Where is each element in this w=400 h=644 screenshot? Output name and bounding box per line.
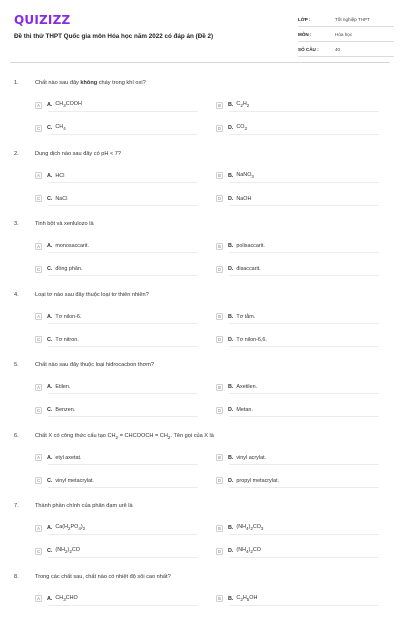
option-letter: A. <box>47 595 53 602</box>
option-checkbox[interactable]: B <box>216 454 223 461</box>
option-letter: C. <box>47 477 53 484</box>
question-text: Tinh bột và xenlulozo là <box>35 221 94 227</box>
option-text: $C_2H_2$ <box>236 101 250 109</box>
question-item <box>0 80 400 150</box>
option-underline <box>229 111 379 112</box>
option-letter: A. <box>47 172 53 179</box>
option-checkbox[interactable]: A <box>35 102 42 109</box>
option-text: Benzen. <box>55 407 76 413</box>
option-text: NaOH <box>236 195 252 202</box>
option-text: polisaccarit. <box>236 243 265 249</box>
option-letter: B. <box>228 525 234 531</box>
question-text: Trong các chất sau, chất nào có nhiệt độ sôi cao nhất? <box>35 573 171 580</box>
option-text: $Ca(H_2PO_4)_2$ <box>55 524 86 532</box>
answer-option[interactable] <box>216 404 356 416</box>
quizizz-logo[interactable]: QUIZIZZ <box>14 13 71 27</box>
answer-option[interactable] <box>35 381 175 393</box>
question-text: Chất X có công thức cấu tạo $CH_2$ = CHCOOCH = $CH_2$. Tên gọi của X là <box>35 432 214 440</box>
question-text: Loại tơ nào sau đây thuộc loại tơ thiên nhiên? <box>35 291 149 298</box>
answer-option[interactable] <box>216 381 356 393</box>
option-underline <box>229 464 379 465</box>
option-checkbox[interactable]: B <box>216 172 223 179</box>
option-text: $(NH_4)_2CO_3$ <box>236 524 264 532</box>
option-text: $CH_3CHO$ <box>55 594 78 603</box>
meta-row-question-count <box>298 42 394 57</box>
question-number: 6. <box>14 432 19 439</box>
option-checkbox[interactable]: D <box>217 478 222 483</box>
option-letter: A. <box>47 102 53 108</box>
question-item <box>0 574 400 644</box>
meta-row-subject <box>298 27 394 42</box>
answer-option[interactable] <box>216 170 356 182</box>
option-underline <box>48 393 198 394</box>
option-checkbox[interactable]: A <box>35 313 42 320</box>
question-item <box>0 433 400 503</box>
option-text: $C_2H_5OH$ <box>236 594 258 603</box>
option-underline <box>229 252 379 253</box>
option-letter: B. <box>228 454 234 461</box>
meta-key: SỐ CÂU : <box>298 46 319 52</box>
answer-option[interactable] <box>216 193 356 205</box>
option-underline <box>48 416 198 417</box>
answer-option[interactable] <box>35 404 175 416</box>
option-letter: B. <box>228 243 234 249</box>
option-checkbox[interactable]: C <box>36 407 41 413</box>
option-text: propyl metacrylat. <box>236 477 279 484</box>
option-checkbox[interactable]: C <box>36 196 41 201</box>
meta-value: Hóa học <box>335 31 353 37</box>
question-item <box>0 503 400 573</box>
option-text: $(NH_4)_2CO$ <box>236 547 261 555</box>
option-checkbox[interactable]: C <box>36 125 41 131</box>
option-checkbox[interactable]: B <box>216 243 223 250</box>
question-text: Dung dịch nào sau đây có pH < 7? <box>35 150 121 157</box>
option-text: Tơ tằm. <box>236 313 256 320</box>
option-letter: C. <box>47 407 53 413</box>
answer-option[interactable] <box>216 545 356 557</box>
question-item <box>0 221 400 291</box>
option-checkbox[interactable]: C <box>36 266 41 272</box>
option-underline <box>48 605 198 606</box>
question-number: 1. <box>14 80 19 86</box>
option-checkbox[interactable]: A <box>35 595 42 602</box>
option-checkbox[interactable]: B <box>216 595 223 602</box>
option-checkbox[interactable]: D <box>217 407 222 413</box>
option-text: HCl <box>55 172 65 179</box>
option-checkbox[interactable]: A <box>35 454 42 461</box>
option-underline <box>229 205 379 206</box>
option-letter: D. <box>228 336 234 343</box>
answer-option[interactable] <box>35 311 175 323</box>
option-checkbox[interactable]: A <box>35 243 42 250</box>
option-letter: A. <box>47 313 53 320</box>
option-text: Tơ nilon-6. <box>55 313 82 320</box>
option-text: NaNO$_3$ <box>236 171 254 180</box>
option-letter: B. <box>228 172 234 179</box>
option-text: $CH_4$ <box>55 124 66 132</box>
question-text: Thành phần chính của phân đạm urê là <box>35 503 133 509</box>
question-number: 5. <box>14 362 19 368</box>
option-letter: C. <box>47 548 53 554</box>
answer-option[interactable] <box>216 522 356 534</box>
option-text: đồng phân. <box>55 266 83 272</box>
option-underline <box>48 464 198 465</box>
answer-option[interactable] <box>35 522 175 534</box>
option-checkbox[interactable]: C <box>36 478 41 483</box>
answer-option[interactable] <box>35 545 175 557</box>
option-text: monosaccarit. <box>55 243 89 249</box>
option-underline <box>48 134 198 135</box>
meta-key: LỚP : <box>298 16 311 22</box>
option-underline <box>229 323 379 324</box>
answer-option[interactable] <box>35 475 175 487</box>
option-checkbox[interactable]: D <box>217 266 222 272</box>
question-number: 7. <box>14 503 19 509</box>
option-letter: D. <box>228 407 234 413</box>
answer-option[interactable] <box>35 452 175 464</box>
option-underline <box>229 275 379 276</box>
option-text: Tơ nitron. <box>55 336 79 343</box>
option-text: vinyl metacrylat. <box>55 477 95 484</box>
option-letter: D. <box>228 266 234 272</box>
option-text: NaCl <box>55 195 68 202</box>
question-text: Chất nào sau đây thuộc loại hiđrocacbon thơm? <box>35 362 155 368</box>
option-checkbox[interactable]: D <box>217 196 222 201</box>
option-text: Metan. <box>236 407 253 413</box>
option-underline <box>48 205 198 206</box>
question-number: 4. <box>14 291 19 298</box>
option-checkbox[interactable]: C <box>36 337 41 342</box>
question-number: 2. <box>14 150 19 157</box>
option-letter: B. <box>228 595 234 602</box>
meta-key: MÔN : <box>298 31 312 37</box>
option-letter: D. <box>228 125 234 131</box>
option-checkbox[interactable]: D <box>217 125 222 131</box>
option-text: vinyl acrylat. <box>236 454 267 461</box>
answer-option[interactable] <box>216 475 356 487</box>
option-checkbox[interactable]: D <box>217 337 222 342</box>
option-letter: C. <box>47 336 53 343</box>
option-underline <box>229 393 379 394</box>
option-letter: C. <box>47 125 53 131</box>
answer-option[interactable] <box>35 99 175 111</box>
option-letter: A. <box>47 243 53 249</box>
option-checkbox[interactable]: B <box>216 313 223 320</box>
option-underline <box>229 487 379 488</box>
header-divider <box>10 62 390 63</box>
option-letter: A. <box>47 525 53 531</box>
option-underline <box>48 323 198 324</box>
answer-option[interactable] <box>35 240 175 252</box>
option-underline <box>229 534 379 535</box>
option-underline <box>48 182 198 183</box>
option-checkbox[interactable]: D <box>217 548 222 554</box>
option-underline <box>229 134 379 135</box>
answer-option[interactable] <box>35 334 175 346</box>
option-underline <box>229 416 379 417</box>
question-text: Chất nào sau đây không cháy trong khí oxi? <box>35 80 146 86</box>
answer-option[interactable] <box>216 311 356 323</box>
answer-option[interactable] <box>216 263 356 275</box>
question-number: 3. <box>14 221 19 227</box>
option-checkbox[interactable]: B <box>216 384 223 391</box>
option-underline <box>229 346 379 347</box>
option-underline <box>48 487 198 488</box>
meta-value: 40 <box>335 46 341 52</box>
option-letter: C. <box>47 195 53 202</box>
answer-option[interactable] <box>216 240 356 252</box>
option-letter: D. <box>228 548 234 554</box>
question-item <box>0 362 400 432</box>
option-text: etyl axetat. <box>55 454 82 461</box>
question-number: 8. <box>14 573 19 580</box>
option-underline <box>48 252 198 253</box>
option-letter: B. <box>228 313 234 320</box>
option-text: đisaccarit. <box>236 266 261 272</box>
answer-option[interactable] <box>216 99 356 111</box>
option-underline <box>229 605 379 606</box>
question-item <box>0 292 400 362</box>
option-text: Etilen. <box>55 384 71 390</box>
answer-option[interactable] <box>35 122 175 134</box>
answer-option[interactable] <box>216 452 356 464</box>
worksheet-meta <box>298 12 394 57</box>
option-letter: B. <box>228 384 234 390</box>
question-item <box>0 151 400 221</box>
option-underline <box>48 534 198 535</box>
option-checkbox[interactable]: C <box>36 548 41 554</box>
answer-option[interactable] <box>35 170 175 182</box>
meta-value: Tốt nghiệp THPT <box>335 16 370 22</box>
option-text: $CO_2$ <box>236 124 248 132</box>
option-letter: D. <box>228 477 234 484</box>
option-text: Axetilen. <box>236 384 258 390</box>
option-checkbox[interactable]: B <box>216 102 223 109</box>
option-checkbox[interactable]: A <box>35 172 42 179</box>
option-checkbox[interactable]: A <box>35 525 42 532</box>
answer-option[interactable] <box>216 334 356 346</box>
option-text: $CH_3COOH$ <box>55 101 82 109</box>
meta-row-grade <box>298 12 394 27</box>
answer-option[interactable] <box>35 193 175 205</box>
option-underline <box>48 346 198 347</box>
answer-option[interactable] <box>216 593 356 605</box>
option-underline <box>48 275 198 276</box>
option-text: Tơ nilon-6,6. <box>236 336 267 343</box>
option-checkbox[interactable]: A <box>35 384 42 391</box>
answer-option[interactable] <box>35 263 175 275</box>
option-text: $(NH_2)_2CO$ <box>55 547 80 555</box>
option-underline <box>48 111 198 112</box>
option-checkbox[interactable]: B <box>216 525 223 532</box>
answer-option[interactable] <box>216 122 356 134</box>
option-letter: A. <box>47 384 53 390</box>
option-underline <box>229 557 379 558</box>
option-underline <box>48 557 198 558</box>
option-underline <box>229 182 379 183</box>
option-letter: A. <box>47 454 53 461</box>
worksheet-title: Đề thi thử THPT Quốc gia môn Hóa học năm 2022 có đáp án (Đề 2) <box>14 33 214 40</box>
answer-option[interactable] <box>35 593 175 605</box>
option-letter: B. <box>228 102 234 108</box>
option-letter: D. <box>228 195 234 202</box>
option-letter: C. <box>47 266 53 272</box>
